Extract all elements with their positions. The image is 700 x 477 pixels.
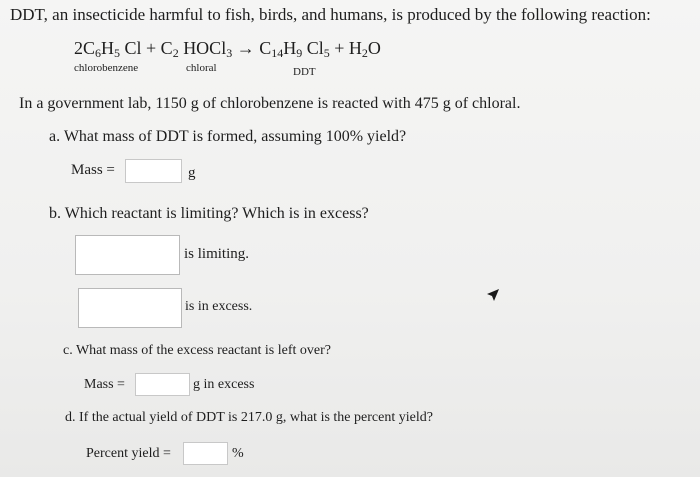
part-a-unit: g [188, 165, 196, 181]
excess-suffix: is in excess. [185, 299, 253, 314]
part-a-mass-input[interactable] [125, 159, 182, 183]
limiting-suffix: is limiting. [184, 246, 250, 262]
lab-statement: In a government lab, 1150 g of chlorobenzene is reacted with 475 g of chloral. [19, 95, 521, 112]
part-b-question: b. Which reactant is limiting? Which is in excess? [49, 205, 369, 222]
excess-reactant-input[interactable] [78, 288, 182, 328]
label-ddt: DDT [293, 66, 316, 78]
limiting-reactant-input[interactable] [75, 235, 180, 275]
part-d-question: d. If the actual yield of DDT is 217.0 g, what is the percent yield? [65, 410, 433, 425]
part-c-unit: g in excess [193, 377, 255, 392]
part-d-percent-label: Percent yield = [86, 446, 171, 461]
part-a-question: a. What mass of DDT is formed, assuming 100% yield? [49, 128, 407, 145]
label-chloral: chloral [186, 62, 217, 74]
intro-text: DDT, an insecticide harmful to fish, birds, and humans, is produced by the following reaction: [10, 5, 651, 24]
label-chlorobenzene: chlorobenzene [74, 62, 139, 74]
part-d-unit: % [232, 446, 244, 461]
mouse-pointer-icon [486, 288, 500, 302]
part-c-mass-label: Mass = [84, 377, 125, 392]
part-c-question: c. What mass of the excess reactant is left over? [63, 343, 331, 358]
reaction-equation: $2C_6H_5$ $Cl + C_2$ HOCl$_3$ → $C_{14}H_9$ $Cl_5 + H_2O$ [74, 38, 381, 60]
part-d-percent-input[interactable] [183, 442, 228, 465]
part-a-mass-label: Mass = [71, 162, 115, 178]
part-c-mass-input[interactable] [135, 373, 190, 396]
